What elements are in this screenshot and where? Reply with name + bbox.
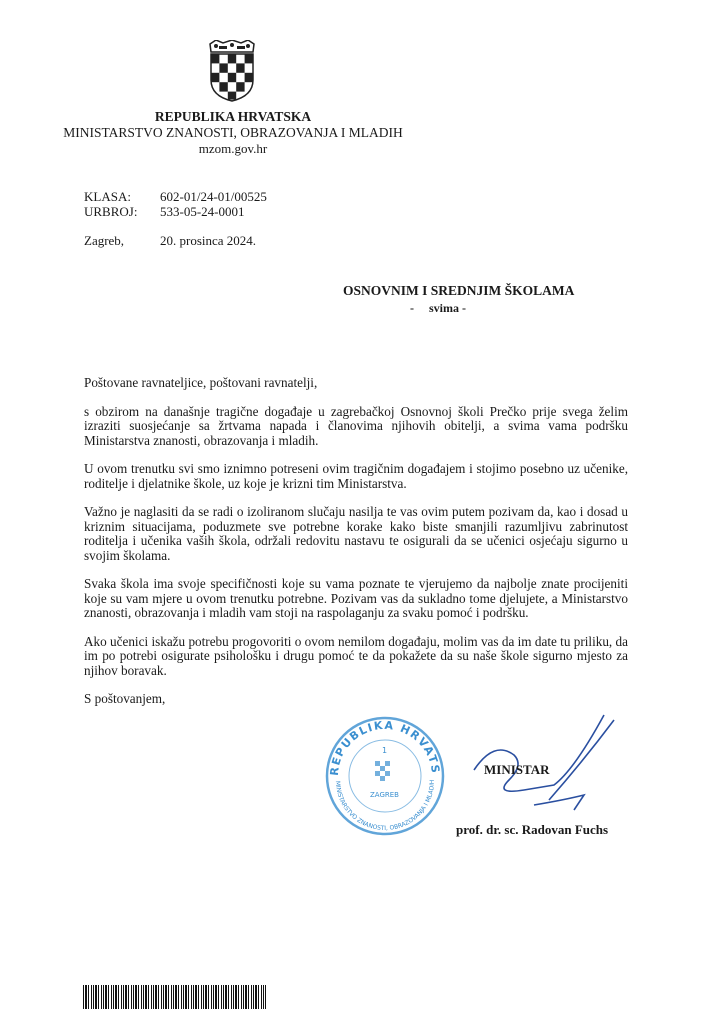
- salutation: Poštovane ravnateljice, poštovani ravnatelji,: [84, 375, 318, 390]
- urbroj-value: 533-05-24-0001: [160, 204, 245, 219]
- signatory-title: MINISTAR: [484, 761, 550, 777]
- stamp-center: ZAGREB: [370, 790, 399, 799]
- country-name: REPUBLIKA HRVATSKA: [154, 109, 312, 124]
- barcode: [83, 985, 266, 1009]
- addressee-sub: - svima -: [410, 301, 466, 315]
- ministry-name: MINISTARSTVO ZNANOSTI, OBRAZOVANJA I MLADIH: [63, 125, 403, 140]
- stamp-text-bottom: MINISTARSTVO ZNANOSTI, OBRAZOVANJA I MLADIH: [333, 779, 437, 832]
- stamp-number: 1: [382, 745, 388, 755]
- closing: S poštovanjem,: [84, 691, 166, 706]
- paragraph-2: U ovom trenutku svi smo iznimno potreseni ovim tragičnim događajem i stojimo posebno uz učenike, roditelje i djelatnike škole, uz koje je krizni tim Ministarstva.: [84, 461, 628, 491]
- place-label: Zagreb,: [84, 233, 125, 248]
- svg-text:MINISTARSTVO ZNANOSTI, OBRAZOV: [334, 779, 436, 831]
- paragraph-3: Važno je naglasiti da se radi o izoliranom slučaju nasilja te vas ovim putem pozivam da, kao i dosad u kriznim situacijama, poduzmete sve potrebne korake kako biste smanjili razumljivu zabrinutost roditelja i učenika vaših škola, održali redovitu nastavu te osigurali da se učenici osjećaju sigurno u svojim školama.: [84, 504, 628, 563]
- stamp-text-top: REPUBLIKA HRVATS: [327, 718, 443, 776]
- official-stamp: [324, 715, 446, 837]
- addressee: OSNOVNIM I SREDNJIM ŠKOLAMA: [343, 283, 575, 298]
- coat-of-arms-icon: [205, 40, 259, 102]
- signature-block: [84, 715, 628, 855]
- urbroj-label: URBROJ:: [84, 204, 138, 219]
- paragraph-5: Ako učenici iskažu potrebu progovoriti o ovom nemilom događaju, molim vas da im date tu priliku, da im po potrebi osigurate psihološku i drugu pomoć te da pokažete da su naše škole sigurno mjesto za njihov boravak.: [84, 633, 628, 678]
- date: 20. prosinca 2024.: [160, 233, 257, 248]
- signatory-name: prof. dr. sc. Radovan Fuchs: [456, 821, 609, 837]
- paragraph-1: s obzirom na današnje tragične događaje u zagrebačkoj Osnovnoj školi Prečko prije svega želim izraziti suosjećanje sa žrtvama napada i članovima njihovih obitelji, a svima vama podršku Ministarstva znanosti, obrazovanja i mladih.: [84, 403, 628, 448]
- klasa-value: 602-01/24-01/00525: [160, 189, 267, 204]
- paragraph-4: Svaka škola ima svoje specifičnosti koje su vama poznate te vjerujemo da najbolje znate procijeniti koje su vam mjere u ovom trenutku potrebne. Pozivam vas da sukladno tome djelujete, a Ministarstvo znanosti, obrazovanja i mladih vam stoji na raspolaganju za svaku pomoć i podršku.: [84, 576, 628, 620]
- ministry-website: mzom.gov.hr: [198, 141, 268, 156]
- klasa-label: KLASA:: [84, 189, 131, 204]
- letter-body: [84, 376, 628, 855]
